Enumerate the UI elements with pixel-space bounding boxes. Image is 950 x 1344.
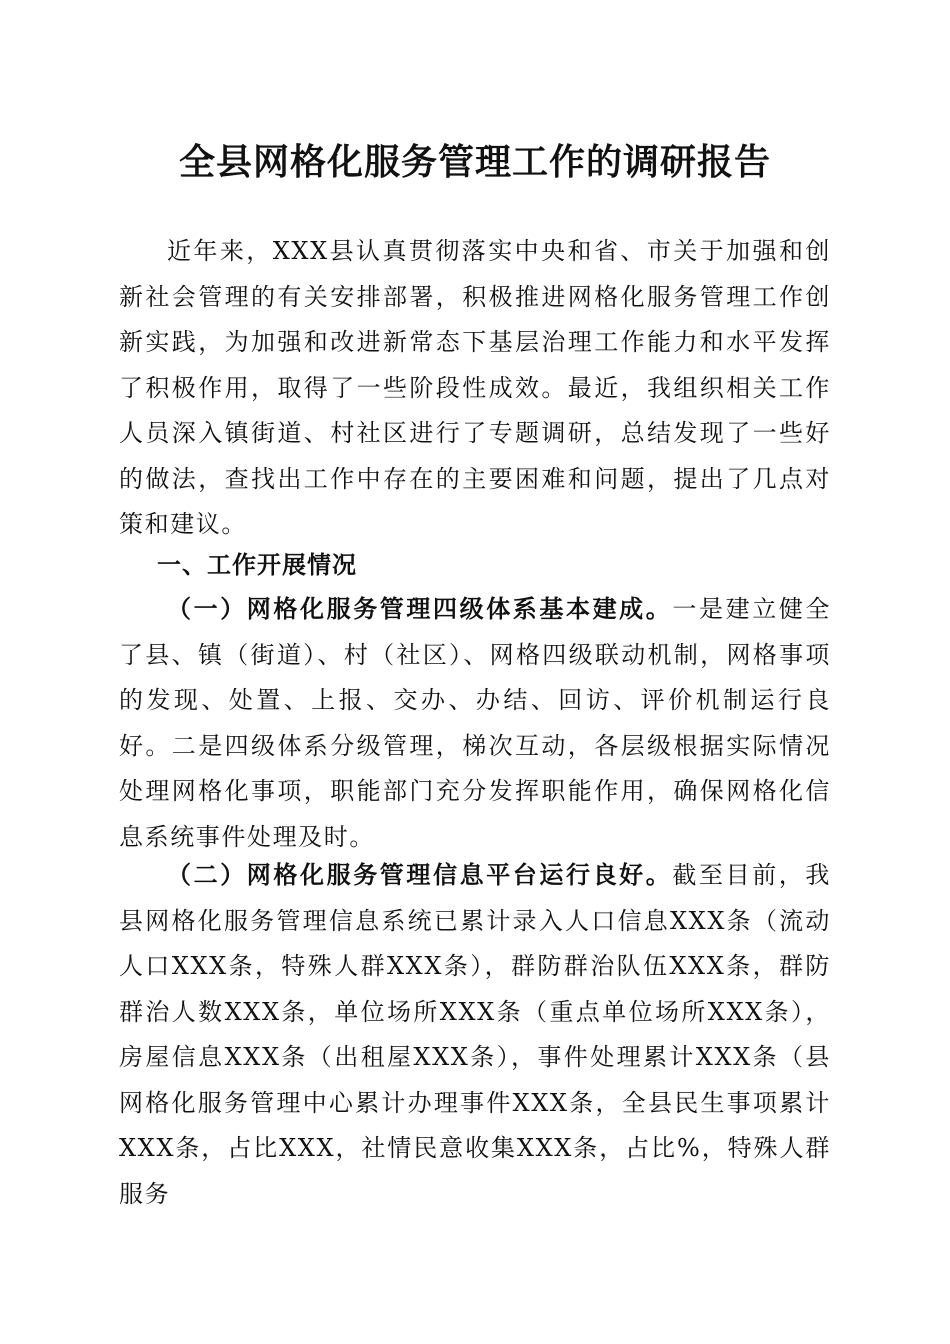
intro-paragraph: 近年来，XXX县认真贯彻落实中央和省、市关于加强和创新社会管理的有关安排部署，积极推进网格化服务管理工作创新实践，为加强和改进新常态下基层治理工作能力和水平发挥了积极作用，取得了一些阶段性成效。最近，我组织相关工作人员深入镇街道、村社区进行了专题调研，总结发现了一些好的做法，查找出工作中存在的主要困难和问题，提出了几点对策和建议。: [119, 237, 831, 538]
item-2-body: 截至目前，我县网格化服务管理信息系统已累计录入人口信息XXX条（流动人口XXX条，特殊人群XXX条），群防群治队伍XXX条，群防群治人数XXX条，单位场所XXX条（重点单位场所XXX条），房屋信息XXX条（出租屋XXX条），事件处理累计XXX条（县网格化服务管理中心累计办理事件XXX条，全县民生事项累计XXX条，占比XXX，社情民意收集XXX条，占比%，特殊人群服务: [119, 861, 831, 1208]
item-1-lead: （一）网格化服务管理四级体系基本建成。: [167, 594, 673, 623]
document-title: 全县网格化服务管理工作的调研报告: [178, 141, 771, 183]
item-2-lead: （二）网格化服务管理信息平台运行良好。: [167, 860, 673, 889]
item-1-body: 一是建立健全了县、镇（街道）、村（社区）、网格四级联动机制，网格事项的发现、处置、上报、交办、办结、回访、评价机制运行良好。二是四级体系分级管理，梯次互动，各层级根据实际情况处理网格化事项，职能部门充分发挥职能作用，确保网格化信息系统事件处理及时。: [119, 595, 831, 851]
section-heading: 一、工作开展情况: [157, 551, 357, 579]
item-1-paragraph: [119, 586, 831, 860]
item-2-paragraph: [119, 852, 831, 1217]
